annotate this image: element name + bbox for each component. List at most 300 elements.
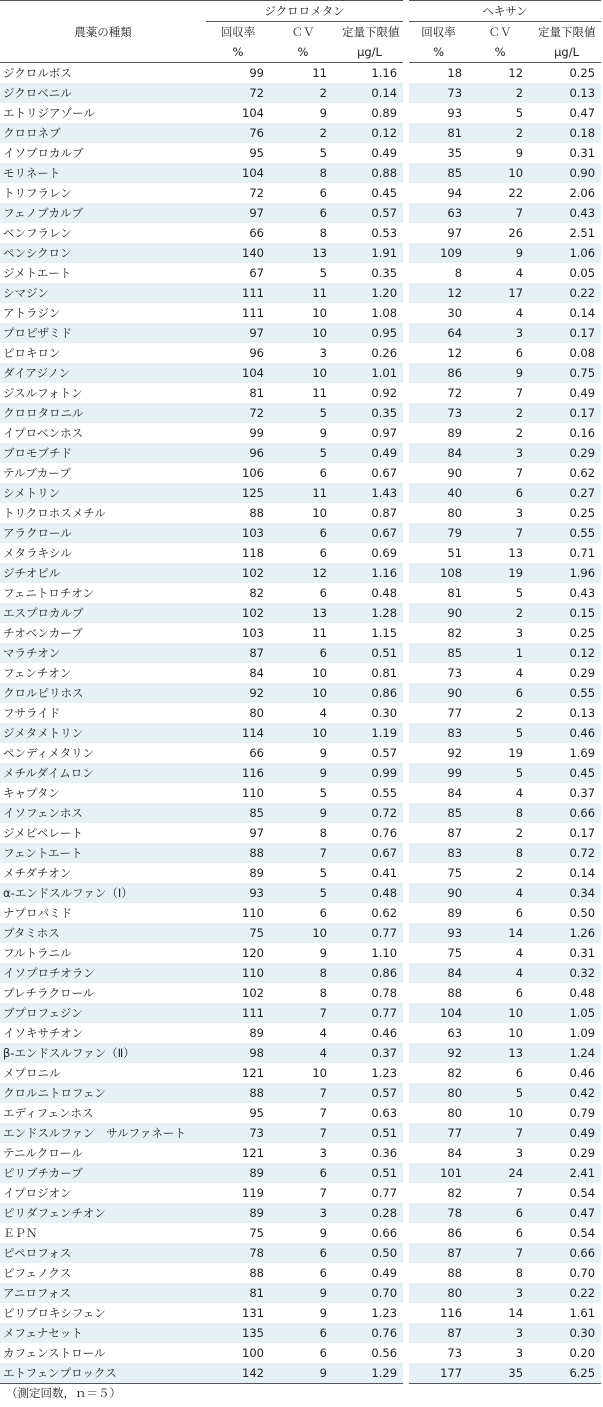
table-row (0, 1243, 601, 1263)
pesticide-name-cell: トリクロホスメチル (3, 506, 106, 520)
dcm-cv-cell: 2 (270, 123, 336, 143)
hex-recovery-cell: 86 (406, 1223, 468, 1243)
pesticide-name-cell: イプロジオン (3, 1186, 72, 1200)
hex-loq-cell: 0.15 (532, 603, 601, 623)
hex-cv-cell: 3 (468, 1323, 532, 1343)
hex-cv-cell: 17 (468, 283, 532, 303)
hex-loq-cell: 0.16 (569, 426, 596, 440)
table-row (0, 323, 601, 343)
dcm-loq-cell: 1.08 (371, 306, 398, 320)
hex-loq-cell: 0.45 (532, 763, 601, 783)
hex-loq-cell: 0.54 (569, 1186, 596, 1200)
hex-cv-cell: 7 (468, 203, 532, 223)
hex-cv-cell: 6 (515, 1066, 524, 1080)
hex-loq-cell: 0.17 (532, 323, 601, 343)
hex-cv-cell: 35 (468, 1363, 532, 1384)
dcm-cv-cell: 9 (319, 746, 327, 760)
pesticide-name-cell: ブロモブチド (0, 443, 206, 463)
hex-loq-cell: 0.08 (569, 346, 596, 360)
hex-loq-cell: 0.17 (569, 826, 596, 840)
pesticide-name-cell: メチルダイムロン (0, 763, 206, 783)
pesticide-name-cell: イソプロチオラン (0, 963, 206, 983)
dcm-loq-cell: 0.67 (336, 843, 406, 863)
dcm-cv-cell: 9 (319, 1306, 327, 1320)
header-hex-recovery: 回収率 (406, 22, 468, 43)
hex-recovery-cell: 63 (406, 1023, 468, 1043)
table-row (0, 1343, 601, 1363)
dcm-cv-cell: 5 (270, 443, 336, 463)
dcm-recovery-cell: 89 (206, 1203, 270, 1223)
hex-loq-cell: 0.34 (532, 883, 601, 903)
dcm-cv-cell: 9 (319, 946, 327, 960)
dcm-loq-cell: 0.36 (371, 1146, 398, 1160)
dcm-recovery-cell: 93 (206, 883, 270, 903)
hex-loq-cell: 6.25 (532, 1363, 601, 1384)
dcm-cv-cell: 11 (312, 626, 327, 640)
dcm-cv-cell: 7 (319, 1106, 327, 1120)
dcm-loq-cell: 0.49 (371, 146, 398, 160)
dcm-recovery-cell: 119 (242, 1186, 264, 1200)
dcm-loq-cell: 0.37 (336, 1043, 406, 1063)
hex-cv-cell: 3 (515, 626, 524, 640)
dcm-loq-cell: 0.57 (336, 1083, 406, 1103)
dcm-cv-cell: 10 (270, 323, 336, 343)
hex-recovery-cell: 90 (406, 463, 468, 483)
hex-recovery-cell: 93 (406, 923, 468, 943)
pesticide-name-cell: ピペロフォス (0, 1243, 206, 1263)
dcm-recovery-cell: 99 (249, 66, 264, 80)
hex-loq-cell: 0.70 (569, 1266, 596, 1280)
hex-cv-cell: 8 (468, 843, 532, 863)
table-row (0, 1103, 601, 1123)
hex-cv-cell: 24 (468, 1163, 532, 1183)
dcm-cv-cell: 10 (270, 723, 336, 743)
hex-loq-cell: 0.49 (532, 1123, 601, 1143)
table-row (0, 223, 601, 243)
table-row (0, 563, 601, 583)
dcm-cv-cell: 5 (319, 266, 327, 280)
hex-loq-cell: 0.12 (532, 643, 601, 663)
dcm-recovery-cell: 66 (249, 226, 264, 240)
table-row (0, 63, 601, 84)
hex-loq-cell: 0.13 (532, 83, 601, 103)
hex-loq-cell: 0.25 (569, 626, 596, 640)
table-row (0, 903, 601, 923)
dcm-loq-cell: 1.19 (336, 723, 406, 743)
hex-loq-cell: 0.75 (532, 363, 601, 383)
hex-recovery-cell: 12 (406, 283, 468, 303)
hex-recovery-cell: 72 (406, 383, 468, 403)
pesticide-name-cell: ピフェノクス (3, 1266, 72, 1280)
pesticide-name-cell: ＥＰＮ (3, 1226, 38, 1240)
dcm-loq-cell: 0.51 (336, 1163, 406, 1183)
pesticide-name-cell: カフェンストロール (3, 1346, 106, 1360)
table-row (0, 823, 601, 843)
dcm-loq-cell: 0.57 (336, 203, 406, 223)
hex-recovery-cell: 80 (406, 1283, 468, 1303)
hex-cv-cell: 2 (515, 426, 524, 440)
dcm-loq-cell: 1.28 (336, 603, 406, 623)
hex-recovery-cell: 78 (406, 1203, 468, 1223)
pesticide-name-cell: ジメピペレート (3, 826, 83, 840)
hex-cv-cell: 5 (468, 723, 532, 743)
dcm-recovery-cell: 95 (249, 1106, 264, 1120)
hex-recovery-cell: 87 (406, 1243, 468, 1263)
dcm-cv-cell: 10 (270, 923, 336, 943)
pesticide-name-cell: β-エンドスルファン（Ⅱ） (0, 1043, 206, 1063)
dcm-recovery-cell: 81 (249, 386, 264, 400)
dcm-recovery-cell: 102 (206, 603, 270, 623)
hex-loq-cell: 0.25 (569, 66, 596, 80)
pesticide-name-cell: フェントエート (0, 843, 206, 863)
dcm-cv-cell: 6 (319, 546, 327, 560)
dcm-loq-cell: 0.62 (371, 906, 398, 920)
hex-recovery-cell: 85 (406, 803, 468, 823)
hex-recovery-cell: 84 (406, 783, 468, 803)
dcm-recovery-cell: 73 (206, 1123, 270, 1143)
dcm-recovery-cell: 104 (242, 106, 264, 120)
dcm-cv-cell: 6 (319, 1266, 327, 1280)
hex-recovery-cell: 73 (406, 403, 468, 423)
hex-cv-cell: 3 (515, 1346, 524, 1360)
hex-cv-cell: 7 (515, 386, 524, 400)
dcm-recovery-cell: 125 (206, 483, 270, 503)
dcm-cv-cell: 8 (319, 986, 327, 1000)
dcm-loq-cell: 1.20 (336, 283, 406, 303)
table-row (0, 923, 601, 943)
hex-cv-cell: 3 (468, 1283, 532, 1303)
dcm-recovery-cell: 75 (249, 1226, 264, 1240)
hex-loq-cell: 0.22 (532, 283, 601, 303)
pesticide-name-cell: マラチオン (0, 643, 206, 663)
dcm-cv-cell: 6 (270, 523, 336, 543)
dcm-cv-cell: 4 (270, 1043, 336, 1063)
table-row (0, 243, 601, 263)
hex-cv-cell: 10 (508, 1026, 524, 1040)
hex-cv-cell: 19 (468, 563, 532, 583)
header-hex-cv: ＣＶ (488, 25, 512, 39)
hex-loq-cell: 0.43 (532, 203, 601, 223)
table-row (0, 103, 601, 123)
dcm-cv-cell: 7 (270, 843, 336, 863)
table-row (0, 983, 601, 1003)
table-row (0, 1123, 601, 1143)
hex-cv-cell: 14 (468, 923, 532, 943)
dcm-loq-cell: 0.48 (336, 883, 406, 903)
table-row (0, 663, 601, 683)
dcm-recovery-cell: 116 (206, 763, 270, 783)
dcm-cv-cell: 4 (319, 706, 327, 720)
hex-recovery-cell: 83 (406, 843, 468, 863)
dcm-loq-cell: 0.86 (336, 963, 406, 983)
hex-cv-cell: 6 (468, 1203, 532, 1223)
hex-recovery-cell: 81 (406, 123, 468, 143)
dcm-loq-cell: 0.67 (371, 466, 398, 480)
dcm-loq-cell: 1.43 (336, 483, 406, 503)
dcm-recovery-cell: 140 (206, 243, 270, 263)
dcm-cv-cell: 6 (319, 466, 327, 480)
dcm-cv-cell: 2 (270, 83, 336, 103)
pesticide-name-cell: イソプロカルブ (3, 146, 84, 160)
pesticide-name-cell: ピリプロキシフェン (3, 1306, 106, 1320)
table-row (0, 723, 601, 743)
dcm-recovery-cell: 97 (206, 323, 270, 343)
dcm-loq-cell: 0.35 (336, 403, 406, 423)
dcm-loq-cell: 0.87 (371, 506, 398, 520)
table-row (0, 143, 601, 163)
hex-cv-cell: 9 (515, 146, 524, 160)
dcm-loq-cell: 0.46 (371, 1026, 398, 1040)
dcm-cv-cell: 10 (312, 1066, 327, 1080)
pesticide-name-cell: ジチオピル (0, 563, 206, 583)
dcm-recovery-cell: 110 (242, 906, 264, 920)
table-row (0, 1163, 601, 1183)
dcm-cv-cell: 7 (319, 1186, 327, 1200)
dcm-cv-cell: 6 (270, 1243, 336, 1263)
dcm-loq-cell: 0.92 (371, 386, 398, 400)
dcm-loq-cell: 0.53 (371, 226, 398, 240)
dcm-recovery-cell: 89 (206, 1163, 270, 1183)
table-row (0, 883, 601, 903)
hex-cv-cell: 8 (515, 1266, 524, 1280)
header-dichloromethane: ジクロロメタン (206, 1, 406, 22)
pesticide-name-cell: テニルクロール (3, 1146, 83, 1160)
dcm-loq-cell: 0.45 (371, 186, 398, 200)
dcm-recovery-cell: 67 (249, 266, 264, 280)
dcm-loq-cell: 0.50 (336, 1243, 406, 1263)
pesticide-name-cell: メタラキシル (3, 546, 72, 560)
hex-recovery-cell: 84 (406, 1143, 468, 1163)
dcm-recovery-cell: 110 (242, 786, 264, 800)
pesticide-name-cell: アトラジン (3, 306, 61, 320)
dcm-loq-cell: 0.56 (371, 1346, 398, 1360)
table-row (0, 403, 601, 423)
dcm-cv-cell: 11 (312, 66, 327, 80)
dcm-loq-cell: 0.78 (371, 986, 398, 1000)
hex-cv-cell: 6 (468, 483, 532, 503)
hex-recovery-cell: 82 (406, 1183, 468, 1203)
table-row (0, 603, 601, 623)
hex-cv-cell: 14 (508, 1306, 524, 1320)
hex-recovery-cell: 12 (406, 343, 468, 363)
hex-cv-cell: 6 (515, 346, 524, 360)
dcm-recovery-cell: 102 (242, 986, 264, 1000)
dcm-cv-cell: 3 (270, 1203, 336, 1223)
hex-cv-cell: 9 (468, 363, 532, 383)
pesticide-name-cell: ジクロベニル (0, 83, 206, 103)
hex-loq-cell: 0.55 (532, 683, 601, 703)
dcm-loq-cell: 0.26 (371, 346, 398, 360)
header-dcm-recovery-unit: % (206, 42, 270, 63)
hex-cv-cell: 2 (515, 706, 524, 720)
dcm-cv-cell: 5 (270, 403, 336, 423)
table-row (0, 543, 601, 563)
dcm-loq-cell: 0.86 (336, 683, 406, 703)
dcm-loq-cell: 0.49 (371, 1266, 398, 1280)
hex-cv-cell: 13 (508, 546, 524, 560)
dcm-recovery-cell: 96 (249, 346, 264, 360)
hex-cv-cell: 3 (468, 443, 532, 463)
hex-recovery-cell: 89 (406, 903, 468, 923)
hex-loq-cell: 0.72 (532, 843, 601, 863)
dcm-loq-cell: 0.69 (371, 546, 398, 560)
hex-recovery-cell: 104 (406, 1003, 468, 1023)
hex-loq-cell: 0.47 (569, 106, 596, 120)
hex-loq-cell: 0.29 (569, 1146, 596, 1160)
table-row (0, 1223, 601, 1243)
hex-cv-cell: 7 (468, 1123, 532, 1143)
dcm-cv-cell: 6 (270, 1323, 336, 1343)
dcm-cv-cell: 8 (270, 163, 336, 183)
header-hex-cv-unit: % (468, 42, 532, 63)
dcm-cv-cell: 8 (270, 963, 336, 983)
hex-recovery-cell: 81 (406, 583, 468, 603)
table-row (0, 1363, 601, 1384)
table-row (0, 783, 601, 803)
table-row (0, 1043, 601, 1063)
table-row (0, 963, 601, 983)
hex-recovery-cell: 82 (406, 623, 468, 643)
dcm-recovery-cell: 88 (206, 1083, 270, 1103)
dcm-loq-cell: 0.97 (371, 426, 398, 440)
hex-cv-cell: 22 (508, 186, 524, 200)
hex-cv-cell: 2 (515, 866, 524, 880)
hex-recovery-cell: 80 (406, 503, 468, 523)
hex-loq-cell: 0.62 (569, 466, 596, 480)
dcm-loq-cell: 1.01 (336, 363, 406, 383)
hex-recovery-cell: 18 (406, 63, 468, 84)
hex-cv-cell: 19 (508, 746, 524, 760)
hex-cv-cell: 2 (468, 603, 532, 623)
hex-loq-cell: 0.13 (569, 706, 596, 720)
hex-loq-cell: 0.29 (532, 443, 601, 463)
dcm-loq-cell: 0.51 (336, 643, 406, 663)
dcm-recovery-cell: 89 (249, 1026, 264, 1040)
dcm-recovery-cell: 114 (206, 723, 270, 743)
hex-cv-cell: 3 (515, 1146, 524, 1160)
dcm-recovery-cell: 72 (206, 403, 270, 423)
dcm-recovery-cell: 106 (242, 466, 264, 480)
dcm-loq-cell: 0.99 (336, 763, 406, 783)
pesticide-name-cell: ダイアジノン (0, 363, 206, 383)
dcm-loq-cell: 0.88 (336, 163, 406, 183)
dcm-loq-cell: 0.76 (371, 826, 398, 840)
dcm-loq-cell: 1.10 (371, 946, 398, 960)
dcm-cv-cell: 3 (319, 1146, 327, 1160)
hex-cv-cell: 4 (468, 963, 532, 983)
pesticide-name-cell: クロロタロニル (0, 403, 206, 423)
dcm-cv-cell: 7 (270, 1123, 336, 1143)
hex-recovery-cell: 108 (406, 563, 468, 583)
dcm-recovery-cell: 85 (206, 803, 270, 823)
header-dcm-loq-unit: μg/L (336, 42, 406, 63)
table-row (0, 1143, 601, 1163)
dcm-loq-cell: 0.12 (336, 123, 406, 143)
dcm-recovery-cell: 75 (206, 923, 270, 943)
hex-recovery-cell: 30 (406, 303, 468, 323)
hex-cv-cell: 4 (468, 883, 532, 903)
hex-loq-cell: 0.17 (532, 403, 601, 423)
dcm-recovery-cell: 121 (242, 1066, 264, 1080)
hex-loq-cell: 0.05 (569, 266, 596, 280)
dcm-loq-cell: 0.28 (336, 1203, 406, 1223)
dcm-loq-cell: 0.81 (371, 666, 398, 680)
dcm-cv-cell: 6 (319, 186, 327, 200)
pesticide-name-cell: イソキサチオン (3, 1026, 84, 1040)
hex-recovery-cell: 35 (406, 143, 468, 163)
table-row (0, 643, 601, 663)
hex-recovery-cell: 51 (406, 543, 468, 563)
hex-recovery-cell: 109 (406, 243, 468, 263)
hex-cv-cell: 6 (515, 906, 524, 920)
dcm-recovery-cell: 92 (206, 683, 270, 703)
pesticide-name-cell: ナプロパミド (3, 906, 72, 920)
dcm-recovery-cell: 88 (249, 506, 264, 520)
pesticide-name-cell: フェニトロチオン (3, 586, 95, 600)
pesticide-name-cell: ピリブチカーブ (0, 1163, 206, 1183)
table-row (0, 443, 601, 463)
dcm-loq-cell: 0.35 (371, 266, 398, 280)
dcm-loq-cell: 1.16 (336, 563, 406, 583)
table-row (0, 803, 601, 823)
dcm-cv-cell: 13 (270, 603, 336, 623)
pesticide-name-cell: クロロネブ (0, 123, 206, 143)
hex-loq-cell: 1.06 (532, 243, 601, 263)
dcm-loq-cell: 1.23 (371, 1306, 398, 1320)
dcm-recovery-cell: 87 (206, 643, 270, 663)
pesticide-name-cell: テルブカーブ (3, 466, 71, 480)
dcm-recovery-cell: 104 (206, 163, 270, 183)
dcm-loq-cell: 0.14 (336, 83, 406, 103)
dcm-cv-cell: 12 (270, 563, 336, 583)
dcm-cv-cell: 9 (270, 1283, 336, 1303)
dcm-cv-cell: 6 (319, 906, 327, 920)
table-row (0, 203, 601, 223)
dcm-recovery-cell: 80 (249, 706, 264, 720)
pesticide-name-cell: イソフェンホス (0, 803, 206, 823)
table-row (0, 683, 601, 703)
table-row (0, 1203, 601, 1223)
hex-recovery-cell: 90 (406, 603, 468, 623)
hex-recovery-cell: 79 (406, 523, 468, 543)
hex-cv-cell: 6 (468, 683, 532, 703)
header-hex-loq: 定量下限値 (538, 25, 596, 39)
hex-loq-cell: 0.79 (569, 1106, 596, 1120)
hex-recovery-cell: 99 (406, 763, 468, 783)
hex-recovery-cell: 94 (406, 183, 468, 203)
hex-cv-cell: 10 (468, 163, 532, 183)
pesticide-name-cell: ペンシクロン (0, 243, 206, 263)
dcm-cv-cell: 10 (312, 666, 327, 680)
pesticide-name-cell: ピロキロン (3, 346, 61, 360)
pesticide-name-cell: メプロニル (3, 1066, 61, 1080)
header-hex-recovery-unit: % (406, 42, 468, 63)
hex-recovery-cell: 73 (406, 663, 468, 683)
hex-recovery-cell: 82 (406, 1063, 468, 1083)
hex-loq-cell: 0.25 (569, 506, 596, 520)
dcm-loq-cell: 0.77 (336, 1003, 406, 1023)
hex-recovery-cell: 88 (406, 1263, 468, 1283)
pesticide-name-cell: ベンフラレン (3, 226, 72, 240)
hex-loq-cell: 0.49 (569, 386, 596, 400)
hex-recovery-cell: 75 (406, 943, 468, 963)
table-row (0, 743, 601, 763)
dcm-recovery-cell: 102 (206, 563, 270, 583)
dcm-cv-cell: 9 (270, 803, 336, 823)
hex-loq-cell: 0.14 (569, 866, 596, 880)
table-row (0, 263, 601, 283)
dcm-loq-cell: 0.48 (371, 586, 398, 600)
